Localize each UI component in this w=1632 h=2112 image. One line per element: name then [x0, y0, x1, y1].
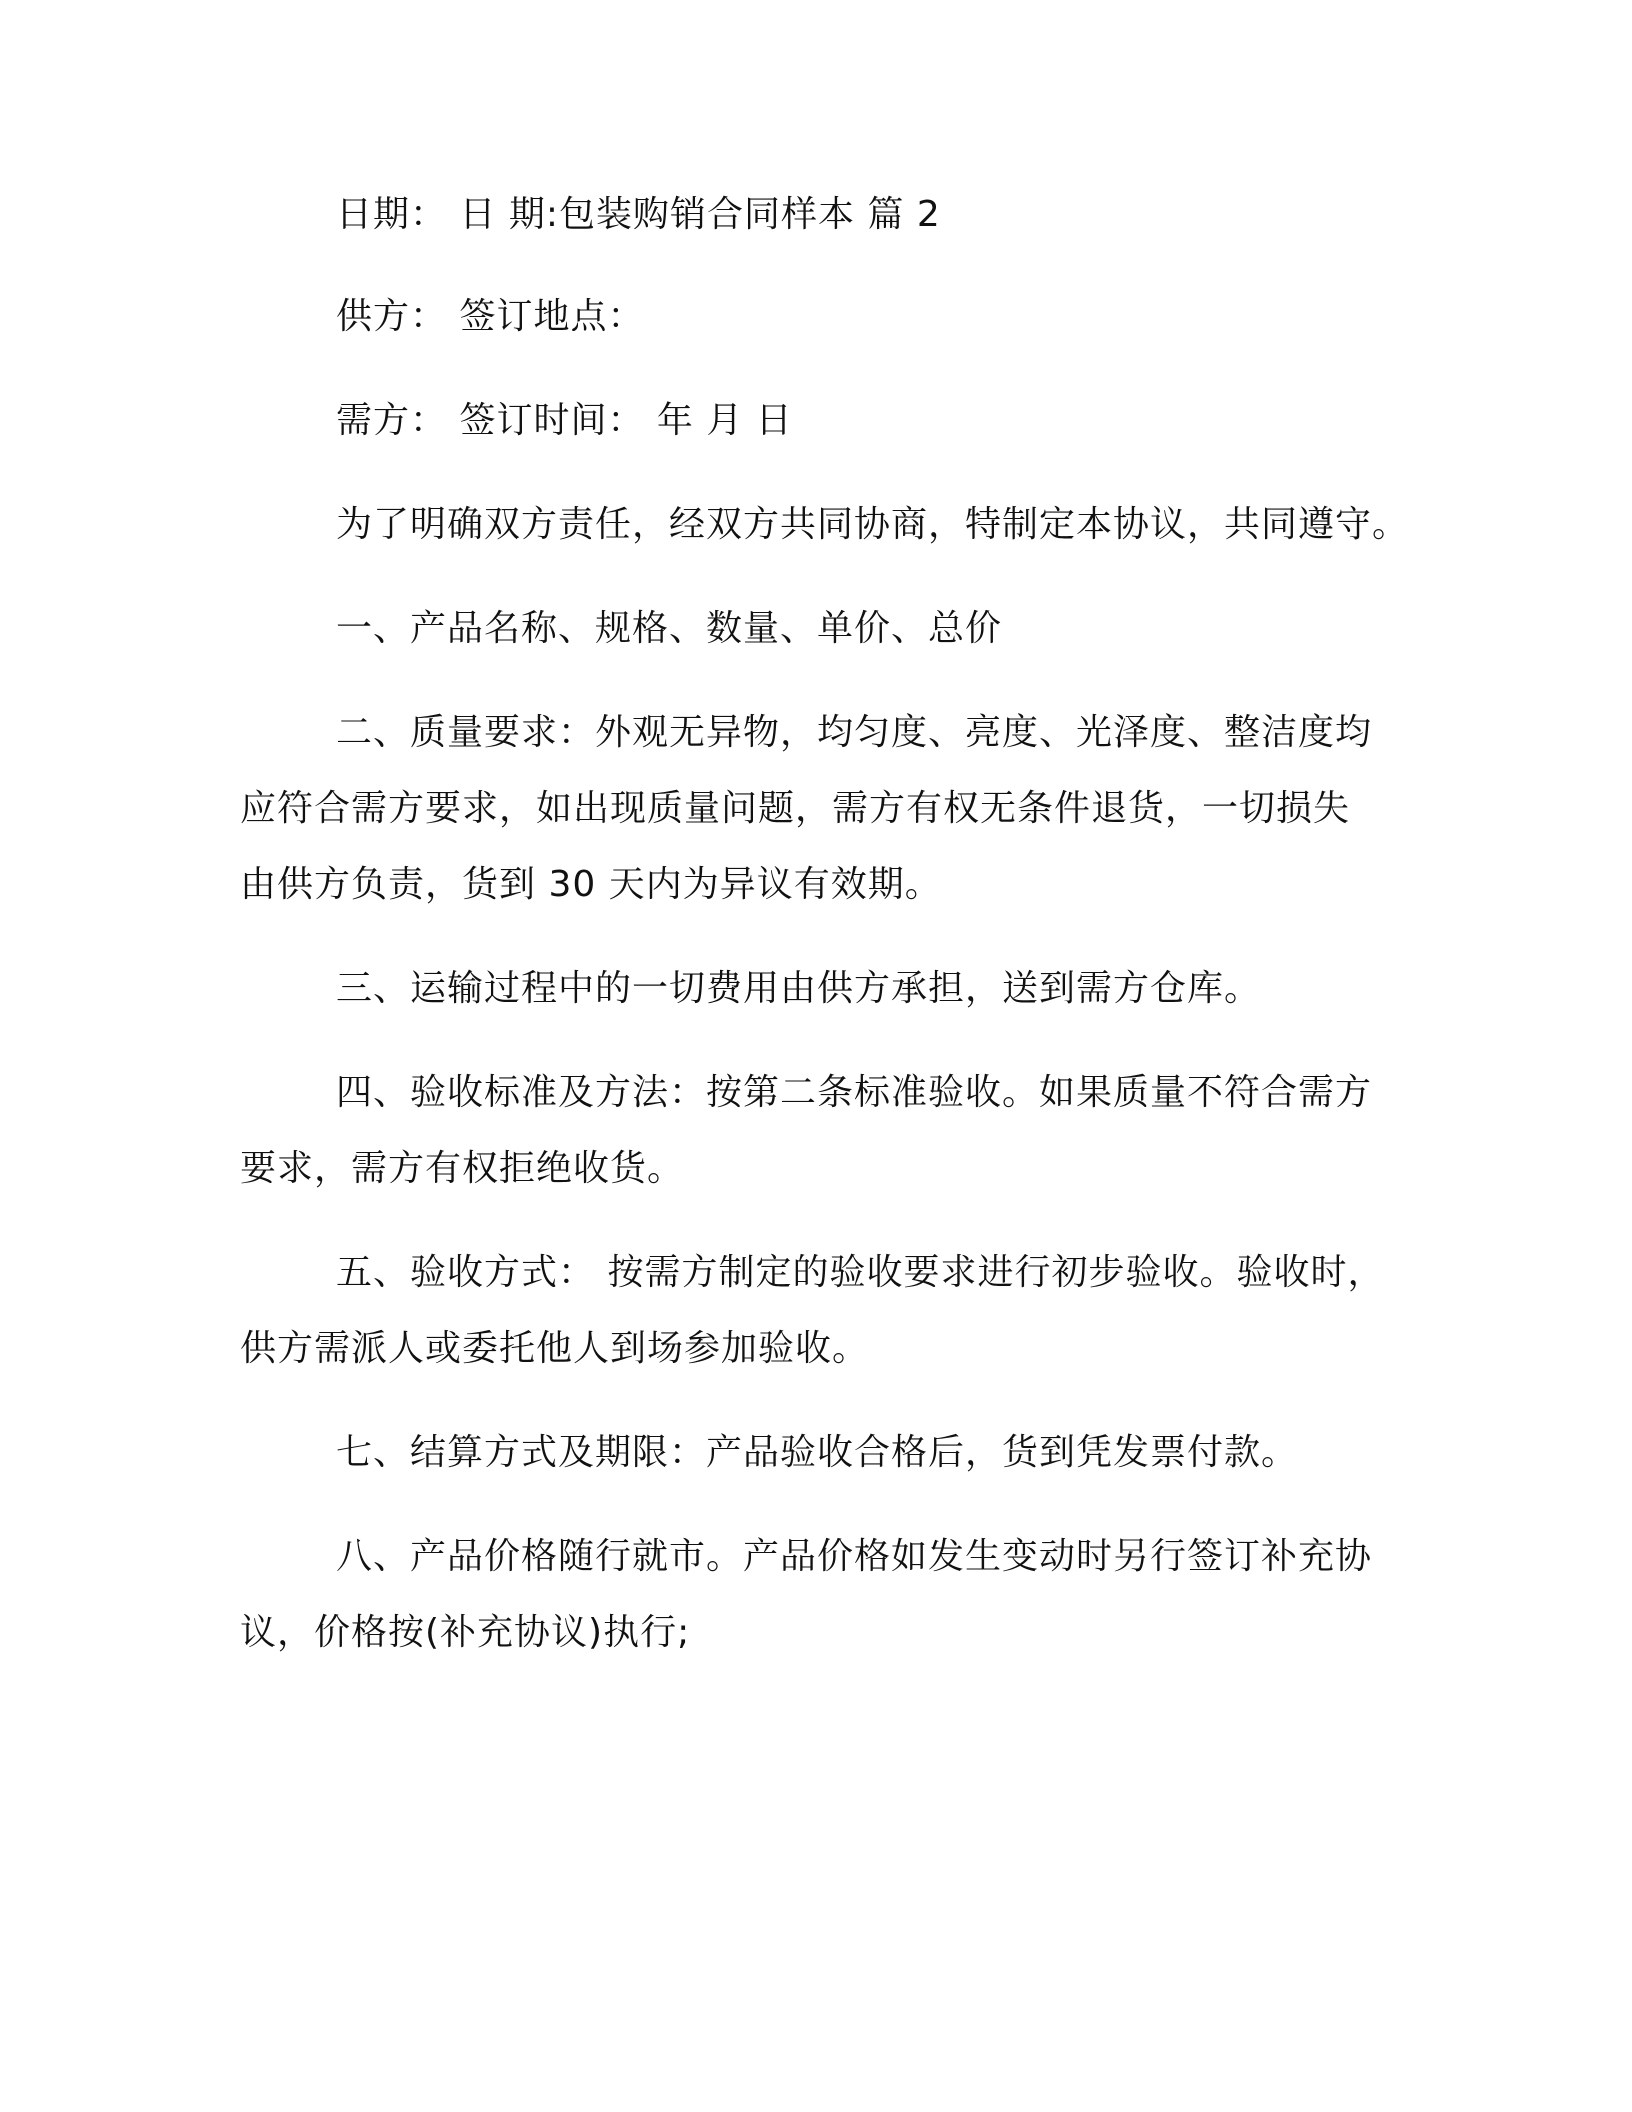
clause-5-line-1: 五、验收方式： 按需方制定的验收要求进行初步验收。验收时， [336, 1252, 1385, 1293]
clause-1: 一、产品名称、规格、数量、单价、总价 [336, 608, 1003, 649]
clause-8-line-2: 议，价格按(补充协议)执行; [240, 1612, 691, 1653]
intro-paragraph: 为了明确双方责任，经双方共同协商，特制定本协议，共同遵守。 [336, 504, 1410, 545]
clause-2-line-3: 由供方负责，货到 30 天内为异议有效期。 [240, 864, 942, 905]
clause-4-line-2: 要求，需方有权拒绝收货。 [240, 1148, 685, 1189]
clause-2-line-1: 二、质量要求：外观无异物，均匀度、亮度、光泽度、整洁度均 [336, 712, 1373, 753]
clause-4-line-1: 四、验收标准及方法：按第二条标准验收。如果质量不符合需方 [336, 1072, 1373, 1113]
clause-8-line-1: 八、产品价格随行就市。产品价格如发生变动时另行签订补充协 [336, 1536, 1373, 1577]
clause-7: 七、结算方式及期限：产品验收合格后，货到凭发票付款。 [336, 1432, 1299, 1473]
supplier-line: 供方： 签订地点： [336, 296, 645, 337]
clause-2-line-2: 应符合需方要求，如出现质量问题，需方有权无条件退货，一切损失 [240, 788, 1351, 829]
clause-5-line-2: 供方需派人或委托他人到场参加验收。 [240, 1328, 870, 1369]
clause-3: 三、运输过程中的一切费用由供方承担，送到需方仓库。 [336, 968, 1262, 1009]
date-line: 日期： 日 期:包装购销合同样本 篇 2 [336, 194, 941, 235]
buyer-line: 需方： 签订时间： 年 月 日 [336, 400, 793, 441]
